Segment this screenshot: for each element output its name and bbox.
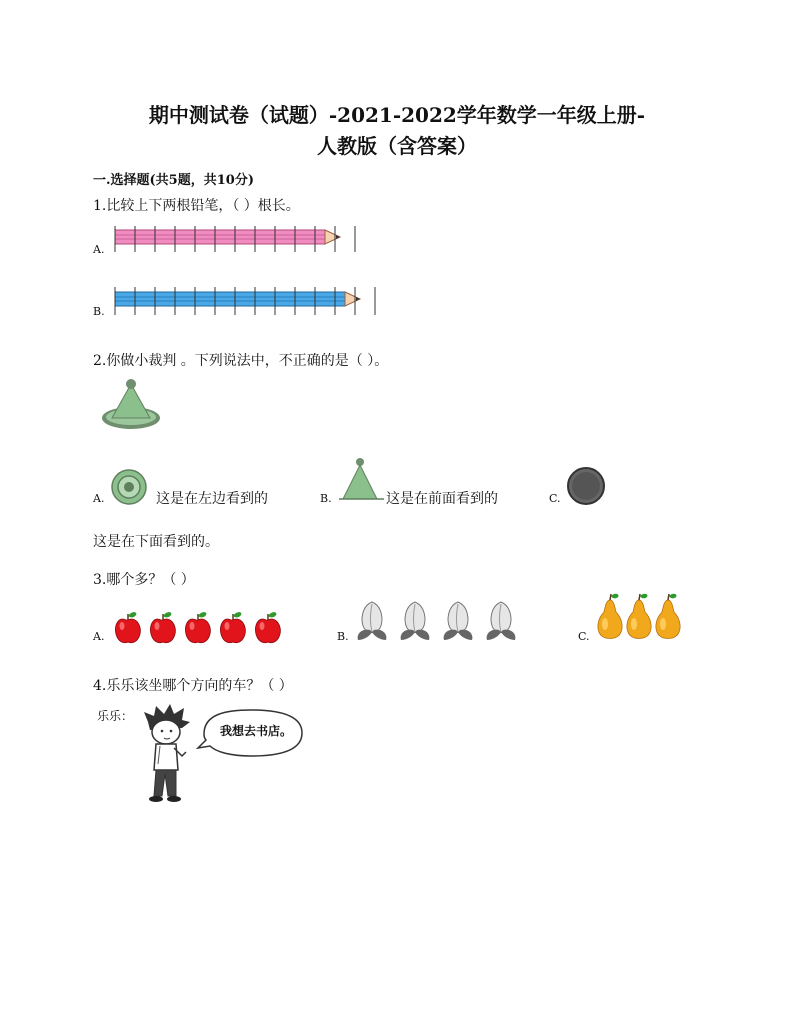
question-1-stem: 1.比较上下两根铅笔，（ ）根长。: [93, 198, 300, 214]
peach-icon: [358, 602, 387, 640]
q2-option-a-label[interactable]: A.: [93, 492, 105, 505]
question-3-stem: 3.哪个多？（ ）: [93, 572, 195, 588]
question-2-stem: 2.你做小裁判 。下列说法中，不正确的是（ ）。: [93, 353, 389, 369]
pencil-b: [115, 292, 360, 306]
q2-option-b-text: 这是在前面看到的: [386, 491, 498, 507]
page-title: 期中测试卷（试题）-2021-2022学年数学一年级上册-: [148, 103, 646, 127]
q3-peaches-group: [352, 598, 532, 643]
q2-option-b-triangle-icon: [338, 457, 388, 503]
pencil-a: [115, 230, 340, 244]
q3-option-a-label[interactable]: A.: [93, 630, 105, 643]
apple-icon: [220, 612, 245, 643]
pear-icon: [627, 594, 651, 639]
q2-cone-figure: [100, 376, 166, 434]
apple-icon: [255, 612, 280, 643]
peach-icon: [444, 602, 473, 640]
q3-apples-group: [110, 610, 285, 645]
q1-pencil-b-figure: [110, 285, 400, 317]
page-subtitle: 人教版（含答案）: [317, 134, 477, 158]
q3-pears-group: [592, 594, 692, 644]
q1-option-b-label[interactable]: B.: [93, 305, 105, 318]
q4-speech-text: 我想去书店。: [220, 724, 293, 738]
apple-icon: [115, 612, 140, 643]
q4-speaker-label: 乐乐：: [97, 709, 134, 723]
question-4-stem: 4.乐乐该坐哪个方向的车？（ ）: [93, 678, 293, 694]
q4-boy-illustration: [138, 704, 198, 804]
pear-icon: [598, 594, 622, 639]
q3-option-b-label[interactable]: B.: [337, 630, 349, 643]
q2-option-a-text: 这是在左边看到的: [156, 491, 268, 507]
section-heading: 一.选择题(共5题，共10分): [93, 173, 254, 188]
q2-option-c-label[interactable]: C.: [549, 492, 561, 505]
q2-option-c-text: 这是在下面看到的。: [93, 534, 219, 550]
q1-pencil-a-figure: [110, 224, 400, 254]
peach-icon: [401, 602, 430, 640]
peach-icon: [487, 602, 516, 640]
q2-option-c-dark-circle-icon: [566, 466, 608, 506]
apple-icon: [150, 612, 175, 643]
q3-option-c-label[interactable]: C.: [578, 630, 590, 643]
q1-option-a-label[interactable]: A.: [93, 243, 105, 256]
pear-icon: [656, 594, 680, 639]
apple-icon: [185, 612, 210, 643]
q2-option-b-label[interactable]: B.: [320, 492, 332, 505]
q2-option-a-circle-icon: [110, 468, 150, 508]
